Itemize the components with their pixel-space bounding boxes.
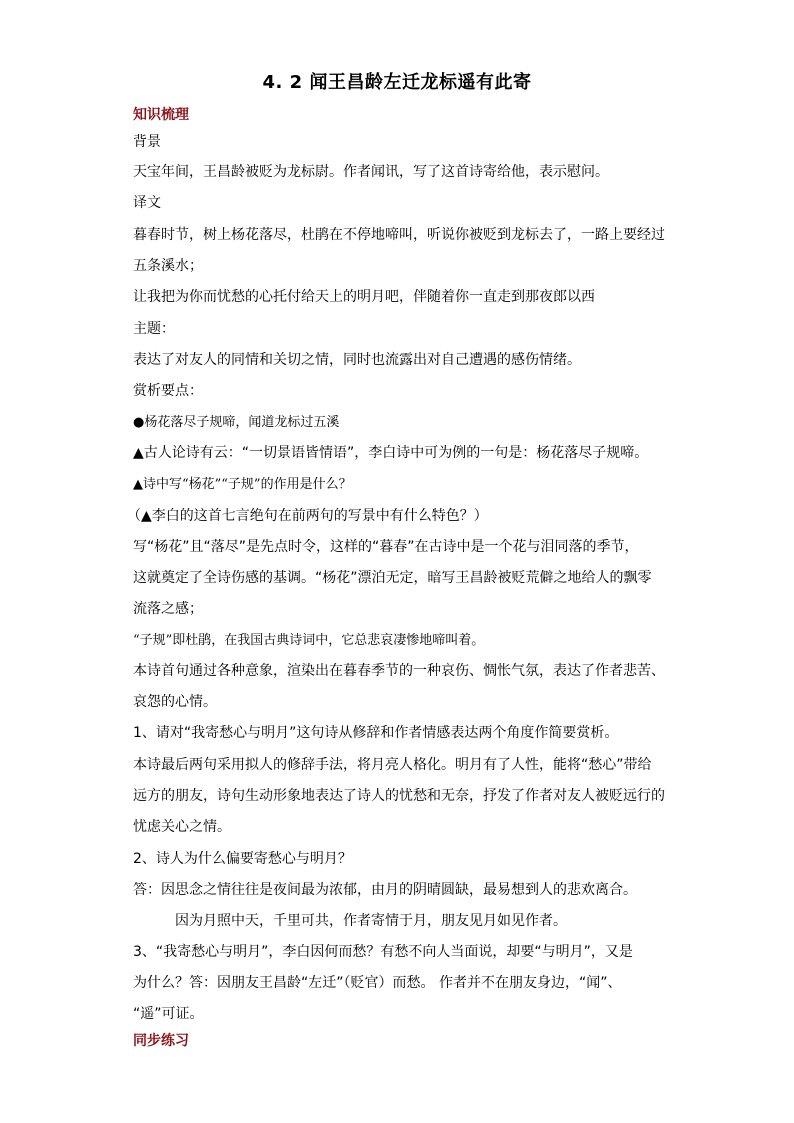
answer-line: 写“杨花”且“落尽”是先点时令，这样的“暮春”在古诗中是一个花与泪同落的季节， [133,539,639,555]
background-label: 背景 [133,134,161,150]
theme-label: 主题： [133,321,175,337]
background-text: 天宝年间，王昌龄被贬为龙标尉。作者闻讯，写了这首诗寄给他，表示慰问。 [133,164,609,180]
answer-1-line: 本诗最后两句采用拟人的修辞手法，将月亮人格化。明月有了人性，能将“愁心”带给 [133,757,652,773]
section-heading-knowledge: 知识梳理 [133,107,189,123]
question-3-line: 3、“我寄愁心与明月”，李白因何而愁？有愁不向人当面说，却要“与明月”，又是 [133,944,633,960]
answer-2-line: 答：因思念之情往往是夜间最为浓郁，由月的阴晴圆缺，最易想到人的悲欢离合。 [133,882,637,898]
answer-2-line: 因为月照中天，千里可共，作者寄情于月，朋友见月如见作者。 [175,913,567,929]
translation-line: 暮春时节，树上杨花落尽，杜鹃在不停地啼叫，听说你被贬到龙标去了，一路上要经过 [133,227,665,243]
answer-line: 哀怨的心情。 [133,694,217,710]
answer-line: 这就奠定了全诗伤感的基调。“杨花”漂泊无定，暗写王昌龄被贬荒僻之地给人的飘零 [133,570,652,586]
appreciation-point: ●杨花落尽子规啼，闻道龙标过五溪 [133,415,340,430]
question-1: 1、请对“我寄愁心与明月”这句诗从修辞和作者情感表达两个角度作简要赏析。 [133,725,619,741]
answer-line: 本诗首句通过各种意象，渲染出在暮春季节的一种哀伤、惆怅气氛，表达了作者悲苦、 [133,663,665,679]
answer-line: “子规”即杜鹃，在我国古典诗词中，它总悲哀凄惨地啼叫着。 [133,633,485,648]
section-heading-practice: 同步练习 [133,1033,189,1049]
appreciation-label: 赏析要点： [133,383,203,399]
translation-line: 让我把为你而忧愁的心托付给天上的明月吧，伴随着你一直走到那夜郎以西 [133,289,595,305]
answer-1-line: 忧虑关心之情。 [133,819,231,835]
theme-text: 表达了对友人的同情和关切之情，同时也流露出对自己遭遇的感伤情绪。 [133,352,581,368]
appreciation-point: （▲李白的这首七言绝句在前两句的写景中有什么特色？） [127,508,488,524]
question-3-line: 为什么？答：因朋友王昌龄“左迁”（贬官）而愁。 作者并不在朋友身边，“闻”、 [133,975,622,991]
question-2: 2、诗人为什么偏要寄愁心与明月？ [133,851,352,867]
appreciation-point: ▲古人论诗有云：“一切景语皆情语”，李白诗中可为例的一句是：杨花落尽子规啼。 [133,445,649,461]
translation-label: 译文 [133,195,161,211]
answer-1-line: 远方的朋友，诗句生动形象地表达了诗人的忧愁和无奈，抒发了作者对友人被贬远行的 [133,788,665,804]
question-3-line: “遥”可证。 [133,1006,204,1022]
appreciation-point: ▲诗中写“杨花”“子规”的作用是什么？ [133,477,352,492]
translation-line: 五条溪水； [133,258,203,274]
answer-line: 流落之感； [133,601,203,617]
document-title: 4. 2 闻王昌龄左迁龙标遥有此寄 [262,72,532,93]
